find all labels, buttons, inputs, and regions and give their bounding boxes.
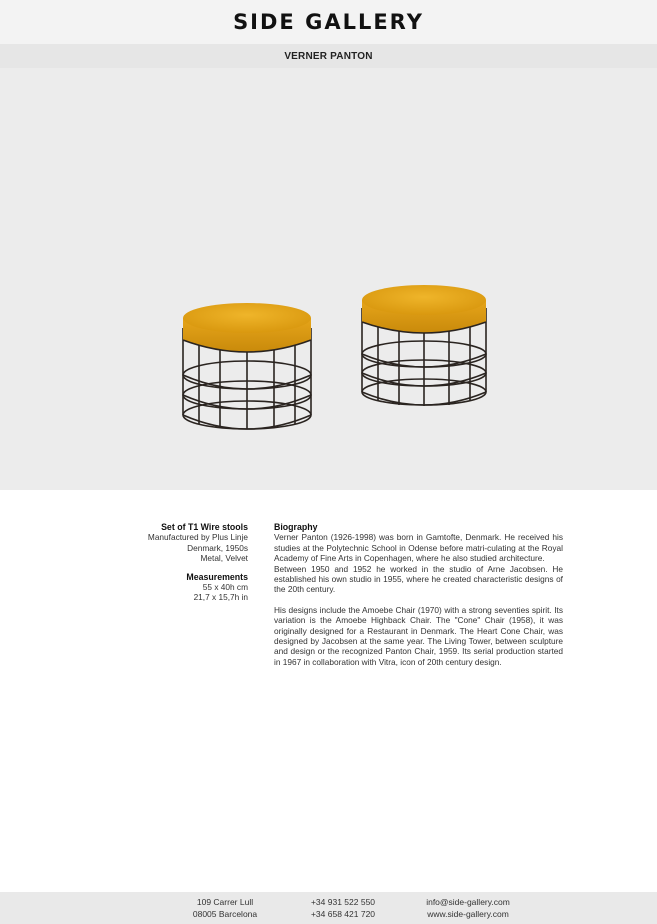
address-line-1: 109 Carrer Lull	[196, 897, 254, 907]
biography-paragraph-2: Between 1950 and 1952 he worked in the studio of Arne Jacobsen. He established his own studio in 1955, where he created characteristic designs of the 20th century.	[274, 563, 563, 595]
page-footer	[0, 892, 657, 924]
biography-section	[274, 522, 563, 667]
product-photo	[0, 68, 657, 490]
left-stool	[183, 303, 311, 429]
phone-1[interactable]: +34 931 522 550	[310, 897, 376, 907]
email-link[interactable]: info@side-gallery.com	[426, 897, 510, 907]
measurements-in: 21,7 x 15,7h in	[193, 592, 248, 603]
website-link[interactable]: www.side-gallery.com	[427, 908, 509, 919]
right-stool	[362, 285, 486, 406]
artist-bar	[0, 44, 657, 68]
product-title: Set of T1 Wire stools	[161, 522, 248, 532]
footer-phones	[298, 897, 388, 920]
measurements-title: Measurements	[186, 571, 248, 582]
product-manufacturer: Manufactured by Plus Linje	[147, 532, 248, 543]
product-origin: Denmark, 1950s	[187, 542, 248, 553]
address-line-2: 08005 Barcelona	[192, 908, 258, 919]
product-details	[100, 522, 248, 603]
phone-2[interactable]: +34 658 421 720	[310, 908, 376, 919]
measurements-cm: 55 x 40h cm	[202, 582, 248, 593]
footer-contact	[418, 897, 518, 920]
product-materials: Metal, Velvet	[200, 553, 248, 564]
biography-paragraph-1: Verner Panton (1926-1998) was born in Gamtofte, Denmark. He received his studies at the Polytechnic School in Odense before matri-culating at the Royal Academy of Fine Arts in Copenhagen, where he also studied architecture.	[274, 532, 563, 564]
page-header	[0, 0, 657, 44]
footer-address	[180, 897, 270, 920]
artist-name: VERNER PANTON	[284, 50, 373, 62]
biography-paragraph-3: His designs include the Amoebe Chair (1970) with a strong seventies spirit. Its variation is the Amoebe Highback Chair. The "Cone" Chair (1958), it was originally designed for a Restaurant in Denmark. The Heart Cone Chair, was designed by Jacobsen at the same year. The Living Tower, between sculpture and design or the recognized Panton Chair, 1959. Its serial production started in 1967 in collaboration with Vitra, icon of 20th century design.	[274, 604, 563, 667]
biography-title: Biography	[274, 522, 318, 532]
brand-logo: SIDE GALLERY	[233, 10, 424, 34]
stools-illustration	[0, 68, 657, 490]
